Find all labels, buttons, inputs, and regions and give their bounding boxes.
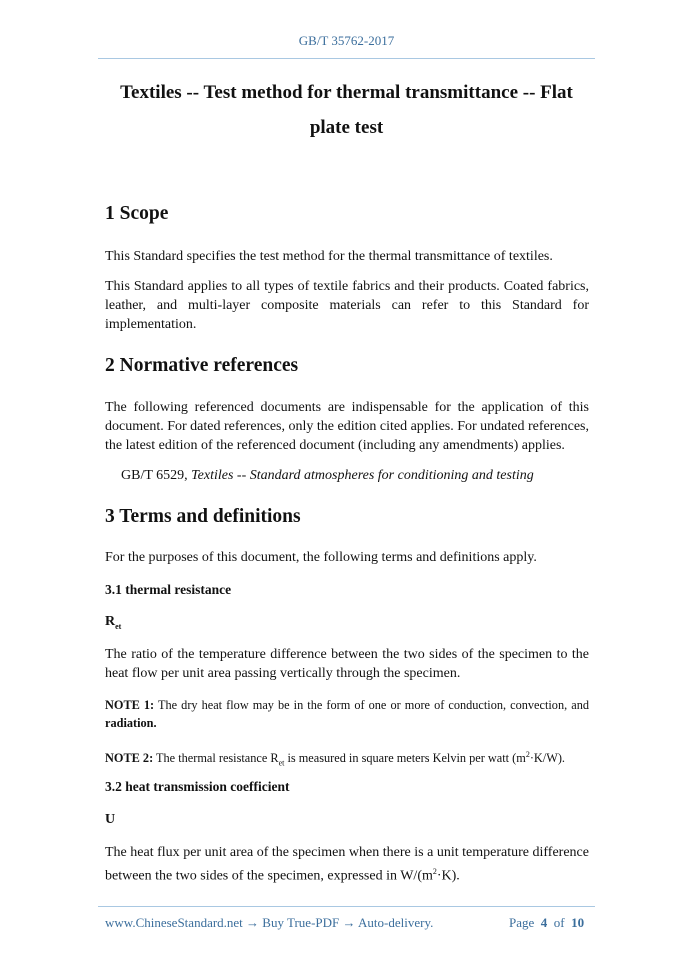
heading-normative-references: 2 Normative references [105, 355, 299, 376]
page-indicator [509, 915, 584, 931]
header-doc-id: GB/T 35762-2017 [298, 33, 395, 48]
note-text: is measured in square meters Kelvin per watt (m [284, 751, 526, 766]
normative-para: The following referenced documents are indispensable for the application of this document. For dated references, only the edition cited applies. For undated references, the latest edition of the referenced document (including any amendments) applies. [105, 400, 589, 453]
def-text: ·K). [436, 868, 460, 884]
header-rule [98, 58, 595, 59]
page-of: of [553, 915, 565, 930]
ref-code: GB/T 6529, [121, 468, 192, 483]
term-3-1-definition: The ratio of the temperature difference between the two sides of the specimen to the heat flow per unit area passing vertically through the specimen. [105, 647, 589, 681]
term-3-1-symbol [105, 612, 589, 636]
page-total: 10 [571, 915, 585, 930]
def-text: The heat flux per unit area of the specimen when there is a unit temperature difference between the two sides of the specimen, expressed in W/(m [105, 845, 589, 884]
note-text: The dry heat flow may be in the form of one or more of conduction, convection, and [154, 698, 589, 712]
footer-left [105, 915, 433, 931]
terms-para: For the purposes of this document, the following terms and definitions apply. [105, 550, 537, 565]
note-sup: 2 [525, 750, 530, 759]
footer-promo: → Buy True-PDF → Auto-delivery. [242, 915, 434, 930]
symbol-sub: et [115, 621, 122, 631]
note-label: NOTE 2: [105, 751, 154, 766]
footer-rule [98, 906, 595, 907]
page-number: 4 [540, 915, 548, 930]
heading-terms: 3 Terms and definitions [105, 506, 301, 527]
note-text: The thermal resistance R [153, 751, 279, 766]
note-label: NOTE 1: [105, 698, 155, 712]
normative-reference [121, 466, 605, 485]
note-2 [105, 746, 589, 773]
title-line-1: Textiles -- Test method for thermal transmittance -- Flat [120, 82, 573, 103]
note-sub: et [278, 758, 285, 768]
term-3-2-definition [105, 843, 589, 886]
page-label: Page [509, 915, 535, 930]
heading-scope: 1 Scope [105, 203, 169, 224]
term-3-1-heading: 3.1 thermal resistance [105, 582, 232, 597]
note-text: ·K/W). [529, 751, 565, 766]
symbol: R [105, 614, 116, 629]
note-1 [105, 696, 589, 732]
ref-title: Textiles -- Standard atmospheres for conditioning and testing [191, 468, 534, 483]
term-3-2-heading: 3.2 heat transmission coefficient [105, 779, 290, 794]
scope-para-1: This Standard specifies the test method for the thermal transmittance of textiles. [105, 249, 553, 264]
website-link[interactable]: www.ChineseStandard.net [105, 915, 243, 930]
term-3-2-symbol: U [105, 812, 116, 827]
title-line-2: plate test [309, 117, 384, 138]
scope-para-2: This Standard applies to all types of textile fabrics and their products. Coated fabrics, leather, and multi-layer composite materials can refer to this Standard for implementation. [105, 279, 589, 332]
note-tail: radiation. [105, 716, 157, 730]
def-sup: 2 [432, 867, 437, 876]
